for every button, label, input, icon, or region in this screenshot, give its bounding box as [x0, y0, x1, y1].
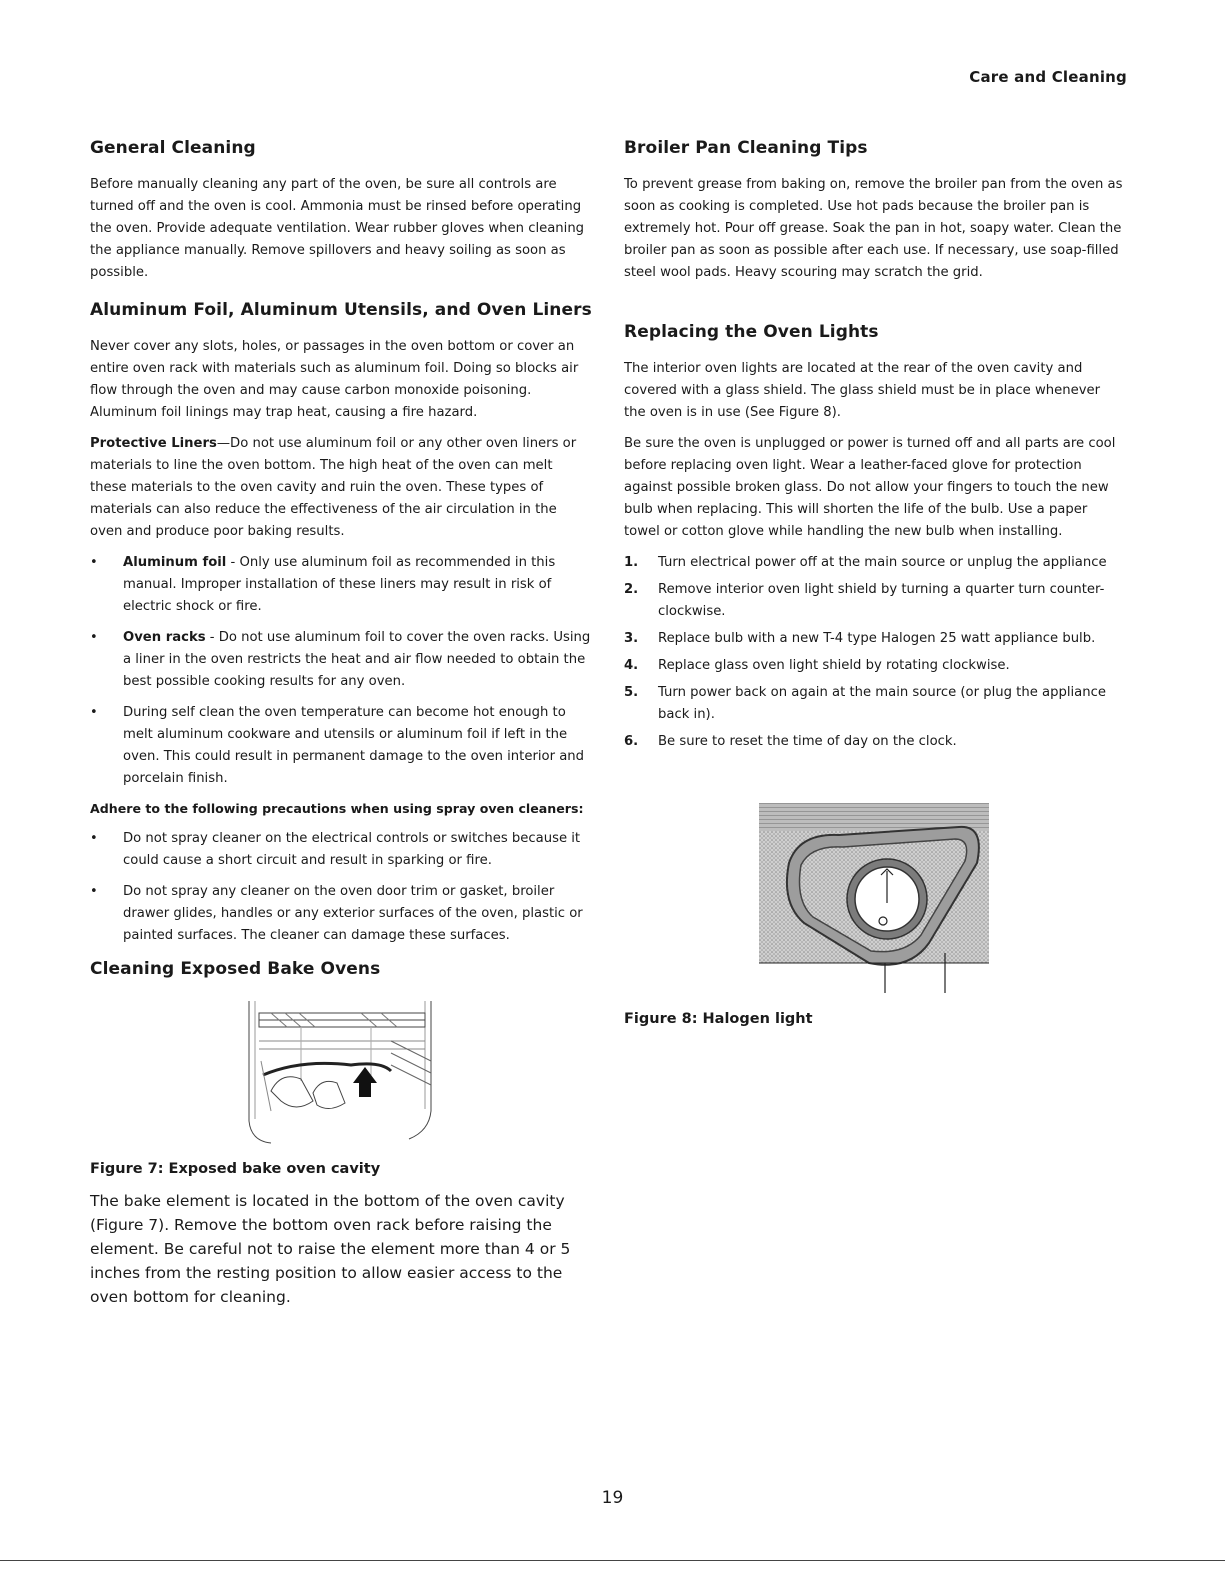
- list-item: [624, 682, 1124, 726]
- right-column: [624, 138, 1124, 1039]
- general-cleaning-body: Before manually cleaning any part of the oven, be sure all controls are turned off and the oven is cool. Ammonia must be rinsed before operating the oven. Provide adequate ventilation. Wear rubber gloves when cleaning the appliance manually. Remove spillovers and heavy soiling as soon as possible.: [90, 177, 585, 280]
- list-item: [624, 731, 1124, 753]
- page-header-title: Care and Cleaning: [969, 68, 1127, 86]
- list-item: [624, 655, 1124, 677]
- step-text: Turn power back on again at the main source (or plug the appliance back in).: [658, 685, 1106, 722]
- aluminum-foil-body: Never cover any slots, holes, or passages in the oven bottom or cover an entire oven rack with materials such as aluminum foil. Doing so blocks air flow through the oven and may cause carbon monoxide poisoning. Aluminum foil linings may trap heat, causing a fire hazard.: [90, 339, 579, 420]
- oven-lights-heading: Replacing the Oven Lights: [624, 322, 879, 342]
- general-cleaning-heading: General Cleaning: [90, 138, 256, 158]
- halogen-light-figure: [759, 803, 989, 995]
- step-number: 2.: [624, 582, 639, 597]
- oven-lights-body-1: The interior oven lights are located at the rear of the oven cavity and covered with a glass shield. The glass shield must be in place whenever the oven is in use (See Figure 8).: [624, 361, 1101, 420]
- list-item: • Do not spray any cleaner on the oven door trim or gasket, broiler drawer glides, handles or any exterior surfaces of the oven, plastic or painted surfaces. The cleaner can damage these surfaces.: [90, 881, 592, 947]
- list-item: [624, 579, 1124, 623]
- spray-cleaner-subheading: Adhere to the following precautions when using spray oven cleaners:: [90, 801, 584, 816]
- protective-liners-paragraph: [90, 433, 592, 543]
- bullet-text: - Only use aluminum foil as recommended in this manual. Improper installation of these liners may result in risk of electric shock or fire.: [123, 555, 556, 614]
- bullet-lead: Oven racks: [123, 630, 206, 645]
- exposed-bake-body: The bake element is located in the bottom of the oven cavity (Figure 7). Remove the bottom oven rack before raising the element. Be careful not to raise the element more than 4 or 5 inches from the resting position to allow easier access to the oven bottom for cleaning.: [90, 1192, 571, 1306]
- figure-7-caption: Figure 7: Exposed bake oven cavity: [90, 1161, 381, 1177]
- list-item: [90, 702, 592, 790]
- list-item: • Do not spray cleaner on the electrical controls or switches because it could cause a short circuit and result in sparking or fire.: [90, 828, 592, 872]
- broiler-pan-heading: Broiler Pan Cleaning Tips: [624, 138, 868, 158]
- left-column: [90, 138, 592, 1309]
- page-number: 19: [601, 1488, 624, 1508]
- bullet-lead: Aluminum foil: [123, 555, 227, 570]
- step-text: Be sure to reset the time of day on the clock.: [658, 734, 957, 749]
- figure-8-caption: Figure 8: Halogen light: [624, 1011, 813, 1027]
- bottom-divider: [0, 1560, 1225, 1561]
- exposed-bake-heading: Cleaning Exposed Bake Ovens: [90, 959, 381, 979]
- step-number: 4.: [624, 658, 639, 673]
- bullet-text: - Do not use aluminum foil to cover the oven racks. Using a liner in the oven restricts the heat and air flow needed to obtain the best possible cooking results for any oven.: [123, 630, 591, 689]
- step-text: Replace bulb with a new T-4 type Halogen 25 watt appliance bulb.: [658, 631, 1096, 646]
- exposed-bake-oven-figure: [241, 1001, 441, 1147]
- light-replacement-steps: [624, 552, 1124, 753]
- aluminum-foil-heading: Aluminum Foil, Aluminum Utensils, and Oven Liners: [90, 300, 592, 320]
- list-item: [90, 627, 592, 693]
- spray-bullet-list: [90, 828, 592, 947]
- list-item: [624, 552, 1124, 574]
- step-text: Replace glass oven light shield by rotating clockwise.: [658, 658, 1010, 673]
- step-number: 5.: [624, 685, 639, 700]
- protective-liners-lead: Protective Liners: [90, 436, 217, 451]
- broiler-pan-body: To prevent grease from baking on, remove the broiler pan from the oven as soon as cooking is completed. Use hot pads because the broiler pan is extremely hot. Pour off grease. Soak the pan in hot, soapy water. Clean the broiler pan as soon as possible after each use. If necessary, use soap-filled steel wool pads. Heavy scouring may scratch the grid.: [624, 177, 1123, 280]
- oven-lights-body-2: Be sure the oven is unplugged or power is turned off and all parts are cool before replacing oven light. Wear a leather-faced glove for protection against possible broken glass. Do not allow your fingers to touch the new bulb when replacing. This will shorten the life of the bulb. Use a paper towel or cotton glove while handling the new bulb when installing.: [624, 436, 1116, 539]
- step-text: Remove interior oven light shield by turning a quarter turn counter-clockwise.: [658, 582, 1105, 619]
- step-text: Turn electrical power off at the main source or unplug the appliance: [658, 555, 1107, 570]
- step-number: 1.: [624, 555, 639, 570]
- step-number: 3.: [624, 631, 639, 646]
- list-item: [90, 552, 592, 618]
- list-item: [624, 628, 1124, 650]
- step-number: 6.: [624, 734, 639, 749]
- protective-liners-text: —Do not use aluminum foil or any other oven liners or materials to line the oven bottom. The high heat of the oven can melt these materials to the oven cavity and ruin the oven. These types of materials can also reduce the effectiveness of the air circulation in the oven and produce poor baking results.: [90, 436, 577, 539]
- bullet-text: During self clean the oven temperature can become hot enough to melt aluminum cookware and utensils or aluminum foil if left in the oven. This could result in permanent damage to the oven interior and porcelain finish.: [123, 705, 585, 786]
- foil-bullet-list: [90, 552, 592, 790]
